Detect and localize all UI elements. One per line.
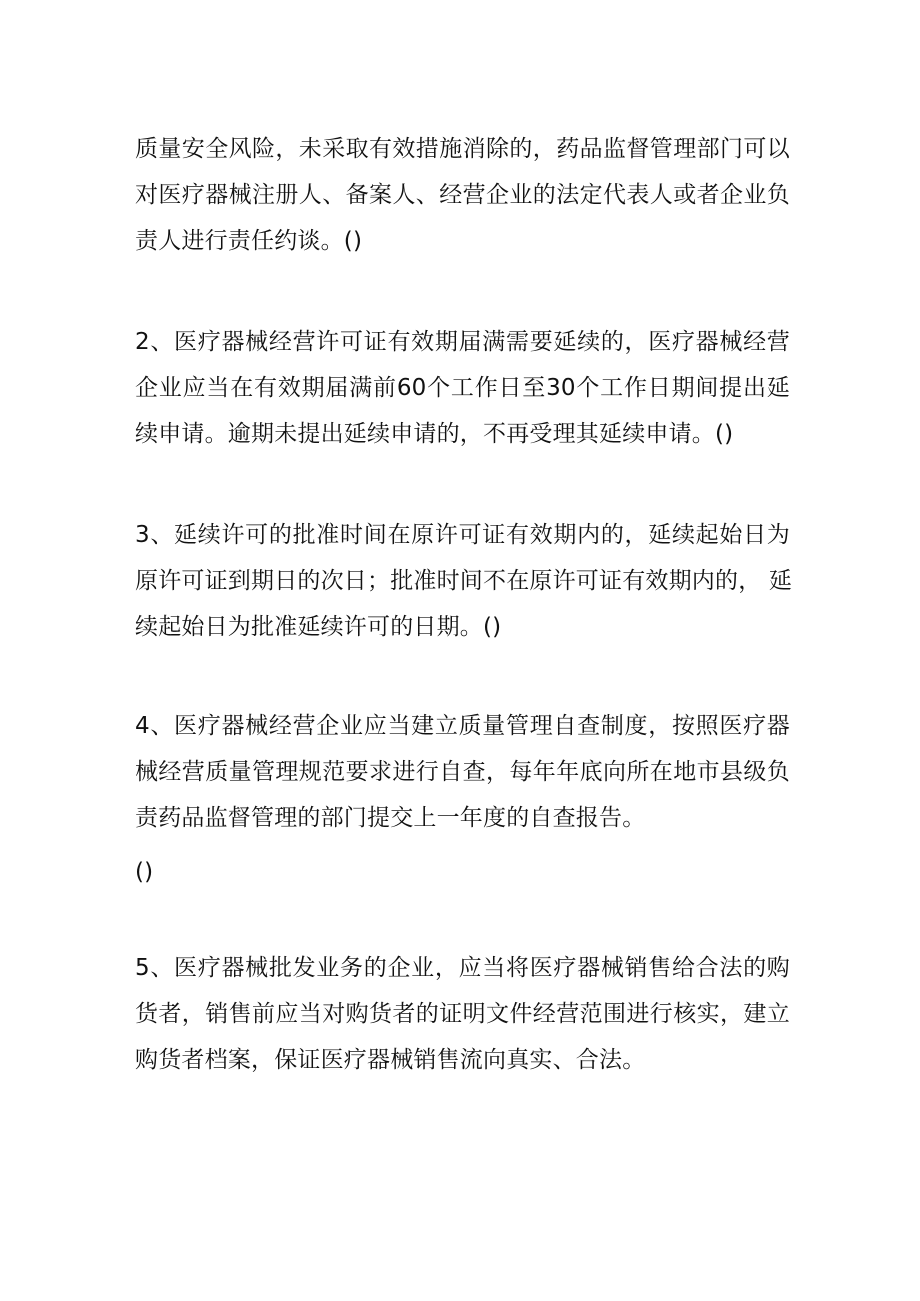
- paragraph-line: 责药品监督管理的部门提交上一年度的自查报告。: [135, 805, 646, 831]
- paragraph-line: 3、延续许可的批准时间在原许可证有效期内的，延续起始日为: [135, 522, 790, 548]
- paragraph-line: 货者，销售前应当对购货者的证明文件经营范围进行核实，建立: [135, 1001, 790, 1027]
- paragraph-line: 2、医疗器械经营许可证有效期届满需要延续的，医疗器械经营: [135, 329, 790, 355]
- paragraph-line: 质量安全风险，未采取有效措施消除的，药品监督管理部门可以: [135, 136, 790, 162]
- paragraph-line: 对医疗器械注册人、备案人、经营企业的法定代表人或者企业负: [135, 182, 790, 208]
- paragraph-line: (): [135, 859, 154, 885]
- paragraph-line: 原许可证到期日的次日；批准时间不在原许可证有效期内的， 延: [135, 568, 793, 594]
- paragraph-line: 续申请。逾期未提出延续申请的，不再受理其延续申请。(): [135, 421, 734, 447]
- paragraph-line: 5、医疗器械批发业务的企业，应当将医疗器械销售给合法的购: [135, 955, 790, 981]
- paragraph-line: 械经营质量管理规范要求进行自查，每年年底向所在地市县级负: [135, 759, 790, 785]
- paragraph-line: 购货者档案，保证医疗器械销售流向真实、合法。: [135, 1047, 646, 1073]
- paragraph-line: 责人进行责任约谈。(): [135, 228, 363, 254]
- paragraph-line: 续起始日为批准延续许可的日期。(): [135, 614, 502, 640]
- paragraph-line: 4、医疗器械经营企业应当建立质量管理自查制度，按照医疗器: [135, 713, 790, 739]
- paragraph-line: 企业应当在有效期届满前60个工作日至30个工作日期间提出延: [135, 375, 790, 401]
